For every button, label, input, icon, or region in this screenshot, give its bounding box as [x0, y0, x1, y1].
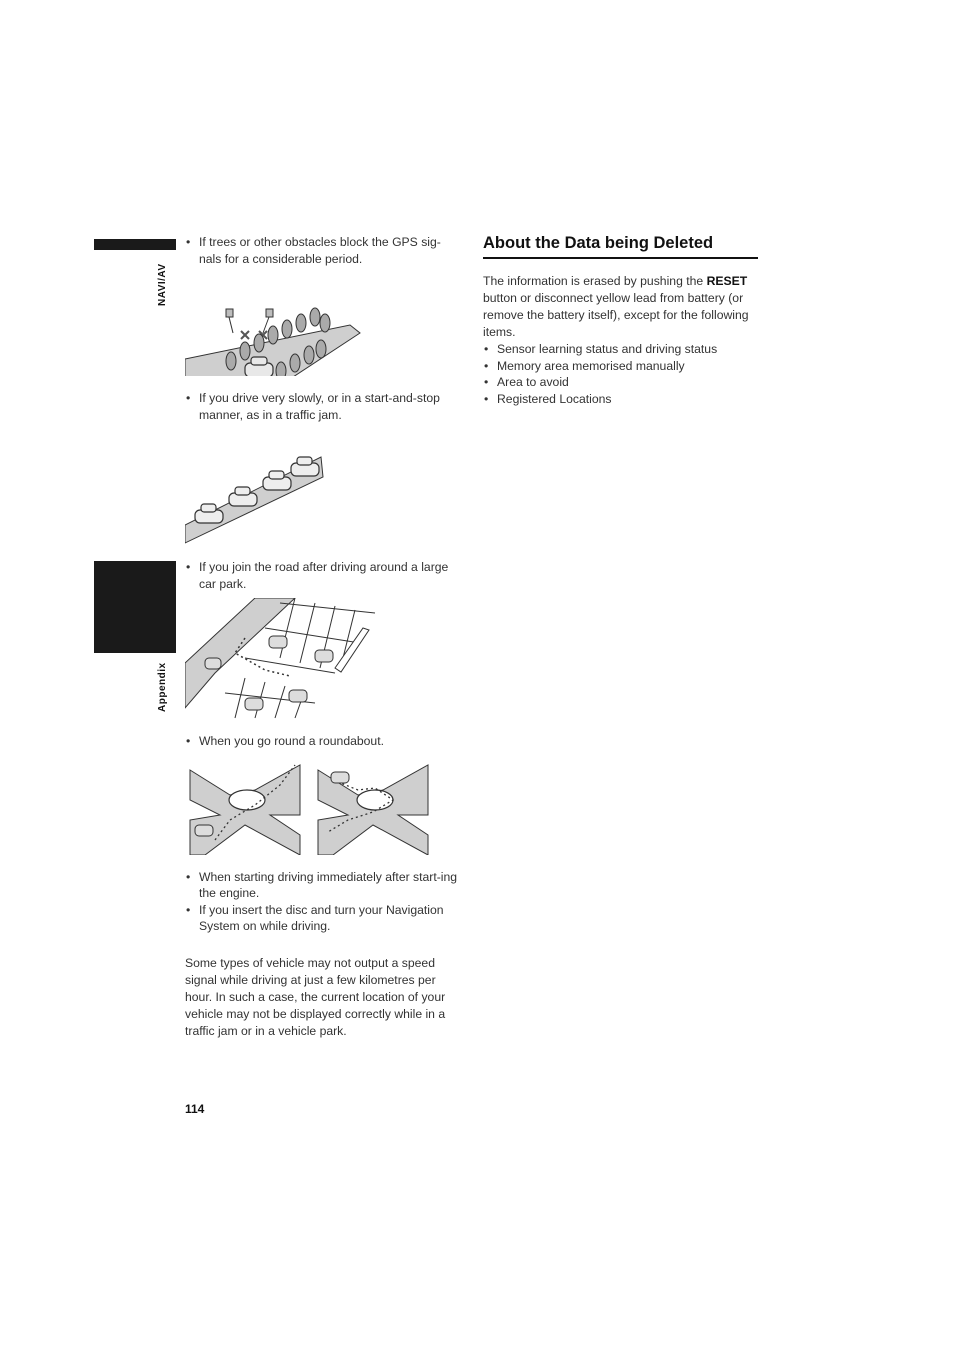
list-item: • Sensor learning status and driving status: [483, 341, 758, 358]
left-column: [185, 234, 460, 1040]
right-column: [483, 234, 758, 407]
list-item: • Registered Locations: [483, 391, 758, 408]
page-number: 114: [185, 1102, 205, 1116]
illustration-traffic-jam: [185, 455, 325, 545]
speed-signal-paragraph: Some types of vehicle may not output a speed signal while driving at just a few kilometres per hour. In such a case, the current location of your vehicle may not be displayed correctly while in a traffic jam or in a vehicle park.: [185, 955, 446, 1038]
bullet-slow-driving: • If you drive very slowly, or in a start-and-stop manner, as in a traffic jam.: [185, 390, 461, 423]
illustration-car-park: [185, 598, 385, 723]
appendix-tab-block: [94, 561, 176, 653]
intro-paragraph: The information is erased by pushing the RESET button or disconnect yellow lead from battery (or remove the battery itself), except for the following items.: [483, 274, 749, 339]
section-label-navi-av: NAVI/AV: [157, 263, 168, 306]
illustration-trees-blocking-gps: [185, 271, 365, 376]
bullet-car-park: • If you join the road after driving around a large car park.: [185, 559, 461, 592]
section-label-appendix: Appendix: [157, 662, 168, 712]
bullet-insert-disc: • If you insert the disc and turn your Navigation System on while driving.: [185, 902, 471, 935]
bullet-roundabout: • When you go round a roundabout.: [185, 733, 461, 750]
bullet-trees-gps: • If trees or other obstacles block the GPS sig-nals for a considerable period.: [185, 234, 461, 267]
section-heading: About the Data being Deleted: [483, 234, 758, 259]
list-item: • Memory area memorised manually: [483, 358, 758, 375]
illustration-roundabouts: [185, 760, 435, 855]
reset-button-label: RESET: [706, 274, 748, 288]
bullet-starting-engine: • When starting driving immediately after start-ing the engine.: [185, 869, 461, 902]
section-tab-bar: [94, 239, 176, 250]
list-item: • Area to avoid: [483, 374, 758, 391]
